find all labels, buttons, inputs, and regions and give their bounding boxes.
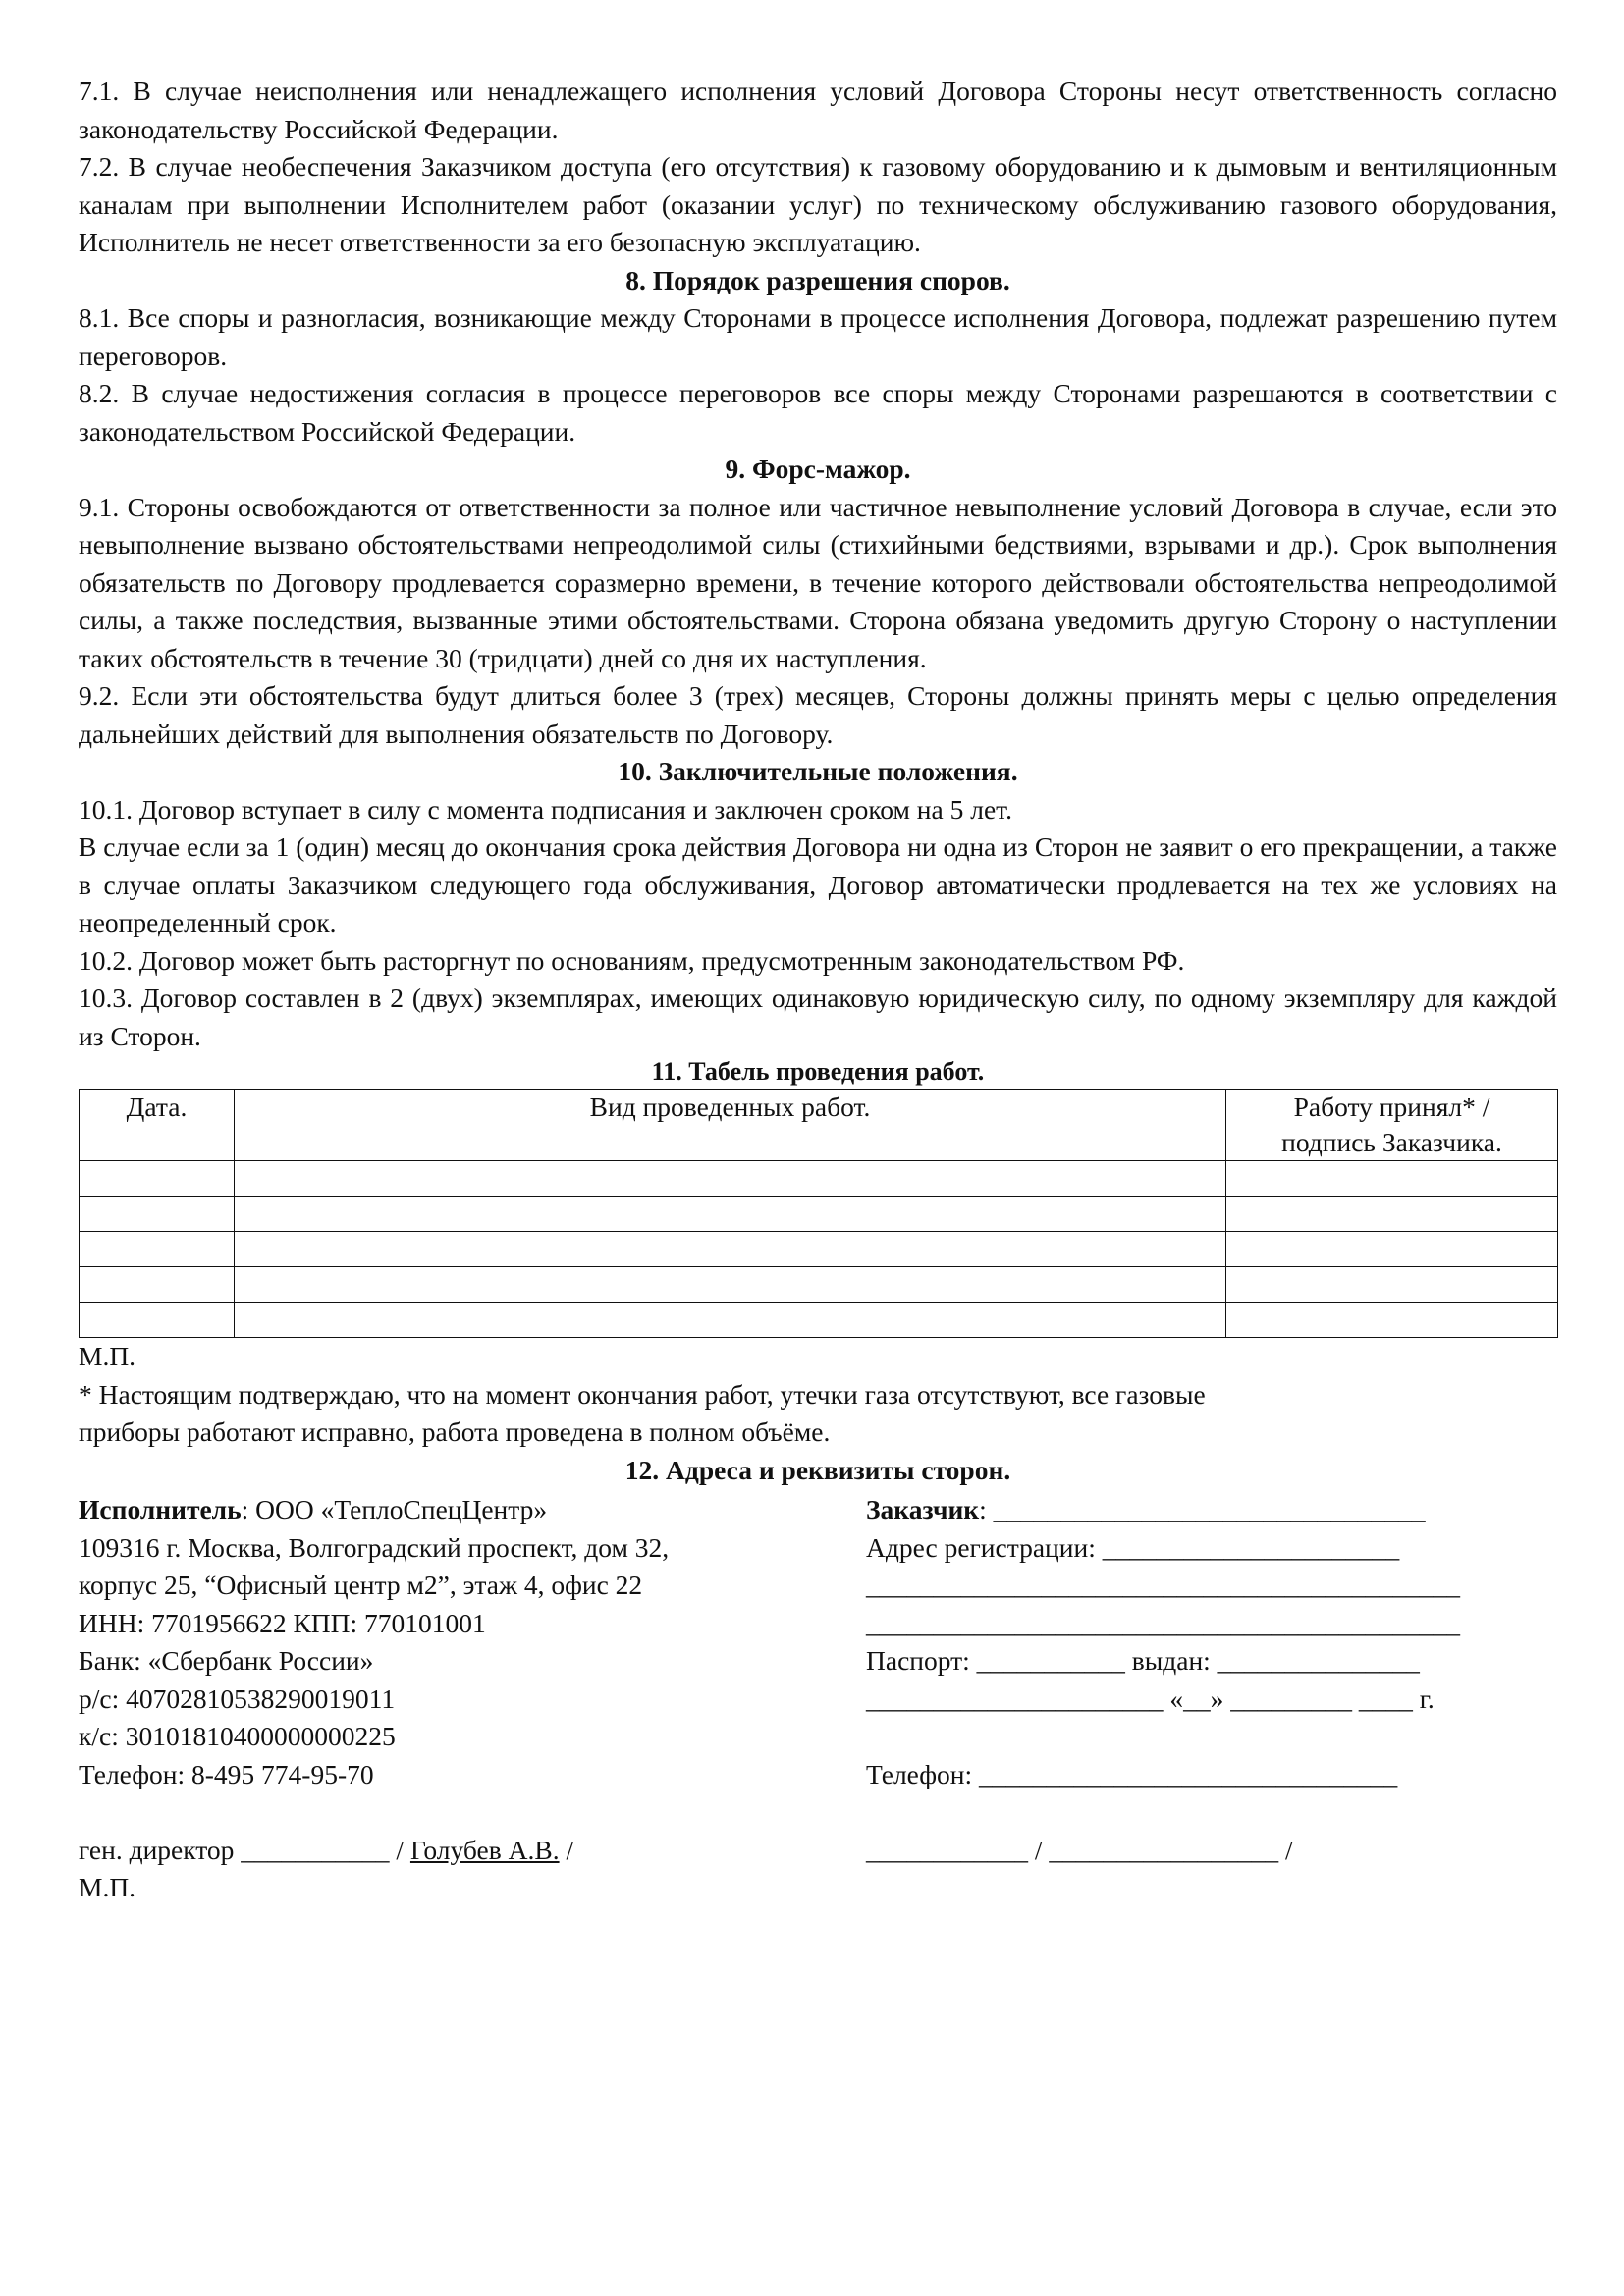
customer-label: Заказчик [866,1494,980,1524]
section-11-title: 11. Табель проведения работ. [651,1057,985,1086]
table-cell [80,1161,235,1197]
table-cell [1226,1197,1558,1232]
customer-phone: Телефон: _______________________________ [866,1758,1398,1789]
executor-ks: к/с: 30101810400000000225 [79,1721,396,1751]
clause-9-2: 9.2. Если эти обстоятельства будут длиться более 3 (трех) месяцев, Стороны должны принять меры с целью определения дальнейших действий для выполнения обязательств по Договору. [79,680,1557,749]
customer-address-blank-1: ____________________________________________ [866,1570,1460,1600]
table-row [80,1197,1558,1232]
clause-9-1: 9.1. Стороны освобождаются от ответственности за полное или частичное невыполнение условий Договора в случае, если это невыполнение вызвано обстоятельствами непреодолимой силы (стихийными бедствиями, взрывами и др.). Срок выполнения обязательств по Договору продлевается соразмерно времени, в течение которого действовали обстоятельства непреодолимой силы, а также последствия, вызванные этими обстоятельствами. Сторона обязана уведомить другую Сторону о наступлении таких обстоятельств в течение 30 (тридцати) дней со дня их наступления. [79,491,1557,673]
executor-sign-suffix: / [559,1834,574,1865]
executor-rs: р/с: 40702810538290019011 [79,1682,396,1714]
column-header-work: Вид проведенных работ. [235,1090,1226,1161]
executor-director-name: Голубев А.В. [409,1834,560,1865]
customer-spacer-2 [866,1793,1557,1832]
table-cell [235,1232,1226,1267]
table-cell [235,1267,1226,1303]
column-header-accepted-line-2: подпись Заказчика. [1281,1127,1502,1157]
confirmation-note-line-2: приборы работают исправно, работа проведена в полном объёме. [79,1416,831,1447]
customer-address-blank-2: ____________________________________________ [866,1607,1460,1638]
works-table [79,1089,1558,1338]
table-row [80,1303,1558,1338]
executor-phone: Телефон: 8-495 774-95-70 [79,1758,374,1789]
confirmation-note-line-1: * Настоящим подтверждаю, что на момент окончания работ, утечки газа отсутствуют, все газовые [79,1378,1206,1410]
table-cell [235,1197,1226,1232]
table-cell [235,1161,1226,1197]
stamp-mark-table: М.П. [79,1341,136,1371]
customer-passport-issued: ______________________ «__» _________ ____ г. [866,1682,1435,1714]
clause-10-1: 10.1. Договор вступает в силу с момента подписания и заключен сроком на 5 лет. [79,793,1012,825]
table-row [80,1161,1558,1197]
customer-details [866,1491,1557,1869]
customer-name-blank: : ________________________________ [979,1494,1426,1524]
executor-signature [79,1832,825,1870]
clause-7-1: 7.1. В случае неисполнения или ненадлежащего исполнения условий Договора Стороны несут ответственность согласно законодательству Российской Федерации. [79,76,1557,144]
table-row [80,1267,1558,1303]
clause-8-2: 8.2. В случае недостижения согласия в процессе переговоров все споры между Сторонами разрешаются в соответствии с законодательством Российской Федерации. [79,378,1557,447]
executor-sign-prefix: ген. директор ___________ / [79,1834,410,1865]
table-cell [235,1303,1226,1338]
table-cell [80,1267,235,1303]
table-cell [80,1232,235,1267]
executor-name: : ООО «ТеплоСпецЦентр» [241,1494,548,1524]
table-cell [1226,1303,1558,1338]
table-cell [1226,1161,1558,1197]
section-12-title: 12. Адреса и реквизиты сторон. [624,1454,1011,1485]
parties-details [79,1491,1557,1902]
works-table-header [80,1090,1558,1161]
executor-spacer [79,1793,825,1832]
customer-signature: ____________ / _________________ / [866,1834,1293,1865]
table-cell [80,1197,235,1232]
customer-name-line [866,1491,1557,1529]
table-cell [80,1303,235,1338]
executor-bank: Банк: «Сбербанк России» [79,1645,374,1676]
clause-8-1: 8.1. Все споры и разногласия, возникающие между Сторонами в процессе исполнения Договора, подлежат разрешению путем переговоров. [79,302,1557,371]
executor-address-2: корпус 25, “Офисный центр м2”, этаж 4, офис 22 [79,1570,643,1600]
executor-address-1: 109316 г. Москва, Волгоградский проспект, дом 32, [79,1531,670,1563]
section-9-title: 9. Форс-мажор. [725,454,911,484]
executor-label: Исполнитель [79,1494,242,1524]
column-header-date: Дата. [80,1090,235,1161]
table-row [80,1232,1558,1267]
customer-address: Адрес регистрации: ______________________ [866,1531,1400,1563]
column-header-accepted-line-1: Работу принял* / [1293,1092,1490,1122]
executor-stamp: М.П. [79,1872,136,1902]
customer-passport: Паспорт: ___________ выдан: _______________ [866,1645,1420,1676]
table-cell [1226,1232,1558,1267]
section-8-title: 8. Порядок разрешения споров. [625,264,1010,295]
clause-7-2: 7.2. В случае необеспечения Заказчиком доступа (его отсутствия) к газовому оборудованию и к дымовым и вентиляционным каналам при выполнении Исполнителем работ (оказании услуг) по техническому обслуживанию газового оборудования, Исполнитель не несет ответственности за его безопасную эксплуатацию. [79,151,1557,257]
customer-spacer [866,1718,1557,1756]
table-cell [1226,1267,1558,1303]
executor-name-line [79,1491,825,1529]
clause-10-3: 10.3. Договор составлен в 2 (двух) экземплярах, имеющих одинаковую юридическую силу, по одному экземпляру для каждой из Сторон. [79,983,1557,1051]
executor-inn: ИНН: 7701956622 КПП: 770101001 [79,1607,486,1638]
executor-details [79,1491,825,1907]
document-page [79,73,1557,1902]
section-10-title: 10. Заключительные положения. [618,756,1018,786]
clause-10-1-extension: В случае если за 1 (один) месяц до окончания срока действия Договора ни одна из Сторон не заявит о его прекращении, а также в случае оплаты Заказчиком следующего года обслуживания, Договор автоматически продлевается на тех же условиях на неопределенный срок. [79,831,1557,937]
clause-10-2: 10.2. Договор может быть расторгнут по основаниям, предусмотренным законодательством РФ. [79,944,1185,976]
column-header-accepted [1226,1090,1558,1161]
